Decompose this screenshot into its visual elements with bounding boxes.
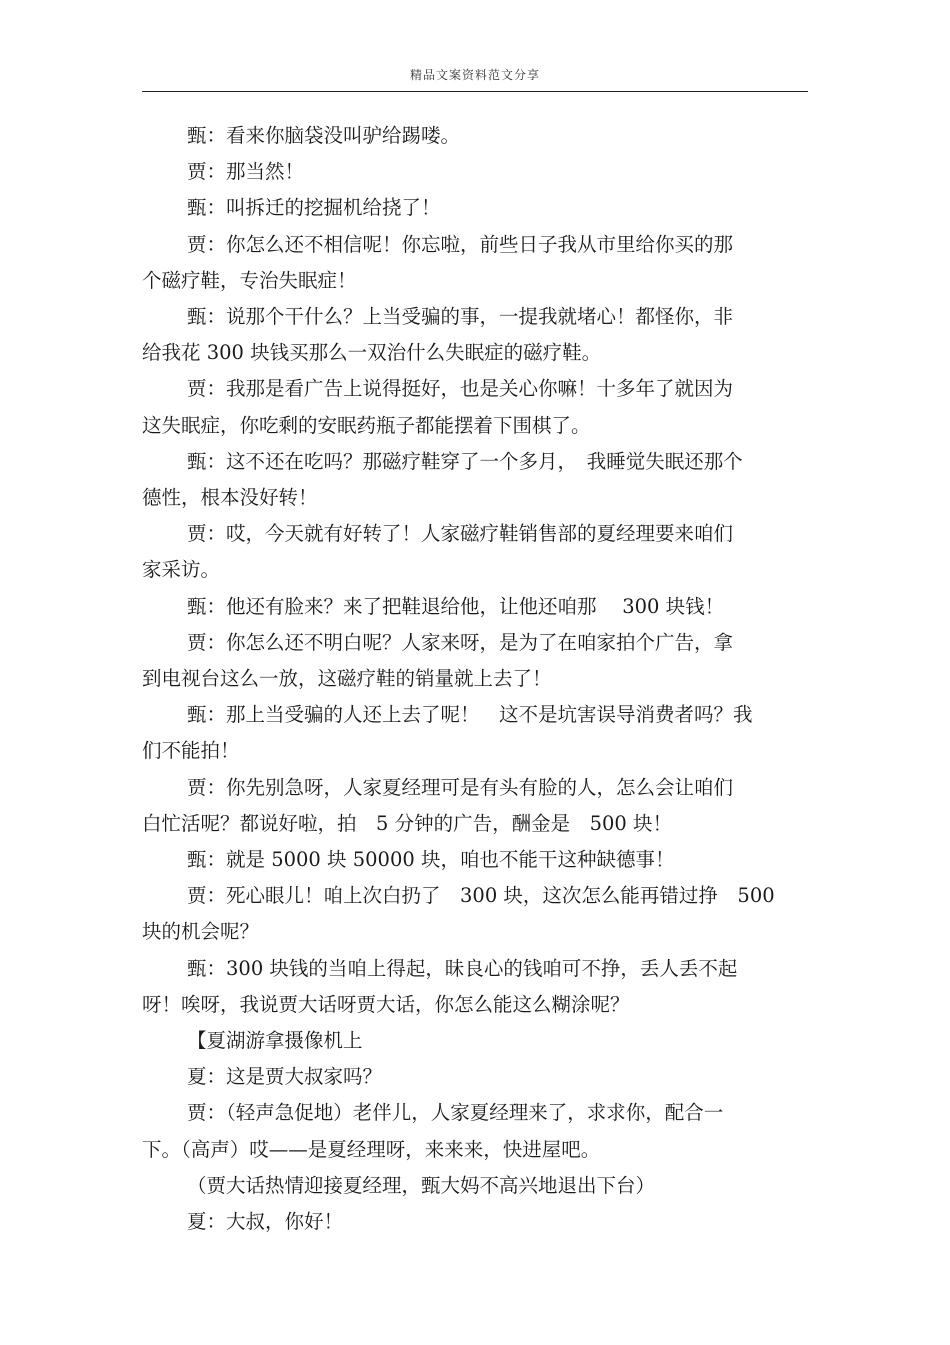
- text-line: 贾：哎，今天就有好转了！人家磁疗鞋销售部的夏经理要来咱们: [187, 522, 734, 546]
- text-line: 贾：你怎么还不明白呢？人家来呀，是为了在咱家拍个广告，拿: [187, 630, 734, 654]
- text-line: 贾：你先别急呀，人家夏经理可是有头有脸的人，怎么会让咱们: [187, 775, 734, 799]
- paragraph: [142, 842, 808, 878]
- text-line: 夏：这是贾大叔家吗？: [187, 1065, 383, 1089]
- paragraph: [142, 697, 808, 769]
- paragraph: [142, 154, 808, 190]
- paragraph: [142, 444, 808, 516]
- text-line: 到电视台这么一放，这磁疗鞋的销量就上去了！: [142, 667, 552, 691]
- text-line: 们不能拍！: [142, 739, 240, 763]
- text-line: 德性，根本没好转！: [142, 486, 318, 510]
- paragraph: [142, 770, 808, 842]
- text-line: 块的机会呢？: [142, 920, 260, 944]
- paragraph: [142, 1204, 808, 1240]
- page-header: 精品文案资料范文分享: [409, 68, 540, 82]
- paragraph: [142, 190, 808, 226]
- paragraph: [142, 371, 808, 443]
- paragraph: [142, 589, 808, 625]
- text-line: 贾：（轻声急促地）老伴儿，人家夏经理来了，求求你，配合一: [187, 1101, 724, 1125]
- paragraph: [142, 516, 808, 588]
- text-line: 个磁疗鞋，专治失眠症！: [142, 268, 357, 292]
- text-line: 下。（高声）哎——是夏经理呀，来来来，快进屋吧。: [142, 1137, 601, 1161]
- paragraph: [142, 878, 808, 950]
- text-line: 甄：叫拆迁的挖掘机给挠了！: [187, 196, 441, 220]
- text-line: 贾：死心眼儿！咱上次白扔了 300 块，这次怎么能再错过挣 500: [187, 884, 775, 908]
- paragraph: [142, 299, 808, 371]
- text-line: 甄：看来你脑袋没叫驴给踢喽。: [187, 124, 461, 147]
- paragraph: [142, 1023, 808, 1059]
- text-line: 甄：这不还在吃吗？那磁疗鞋穿了一个多月， 我睡觉失眠还那个: [187, 449, 743, 473]
- text-line: 白忙活呢？都说好啦，拍 5 分钟的广告，酬金是 500 块！: [142, 811, 673, 835]
- text-line: 甄：说那个干什么？上当受骗的事，一提我就堵心！都怪你，非: [187, 305, 734, 329]
- text-line: 甄：300 块钱的当咱上得起，昧良心的钱咱可不挣，丢人丢不起: [187, 956, 738, 980]
- paragraph: [142, 227, 808, 299]
- text-line: 【夏湖游拿摄像机上: [187, 1029, 363, 1053]
- text-line: 呀！唉呀，我说贾大话呀贾大话，你怎么能这么糊涂呢？: [142, 992, 630, 1016]
- text-line: 甄：他还有脸来？来了把鞋退给他，让他还咱那 300 块钱！: [187, 594, 725, 618]
- document-body: [142, 118, 808, 1240]
- paragraph: [142, 625, 808, 697]
- text-line: 夏：大叔，你好！: [187, 1210, 344, 1234]
- text-line: 甄：那上当受骗的人还上去了呢！ 这不是坑害误导消费者吗？我: [187, 703, 753, 727]
- paragraph: [142, 1059, 808, 1095]
- text-line: 贾：我那是看广告上说得挺好，也是关心你嘛！十多年了就因为: [187, 377, 734, 401]
- header-rule: [142, 91, 808, 92]
- text-line: 给我花 300 块钱买那么一双治什么失眠症的磁疗鞋。: [142, 341, 602, 365]
- paragraph: [142, 951, 808, 1023]
- text-line: 这失眠症，你吃剩的安眠药瓶子都能摆着下围棋了。: [142, 413, 591, 437]
- paragraph: [142, 1168, 808, 1204]
- text-line: 贾：那当然！: [187, 160, 305, 184]
- text-line: 贾：你怎么还不相信呢！你忘啦，前些日子我从市里给你买的那: [187, 232, 734, 256]
- paragraph: [142, 1095, 808, 1167]
- text-line: （贾大话热情迎接夏经理，甄大妈不高兴地退出下台）: [187, 1173, 656, 1197]
- text-line: 甄：就是 5000 块 50000 块，咱也不能干这种缺德事！: [187, 848, 675, 872]
- text-line: 家采访。: [142, 558, 221, 582]
- paragraph: [142, 118, 808, 154]
